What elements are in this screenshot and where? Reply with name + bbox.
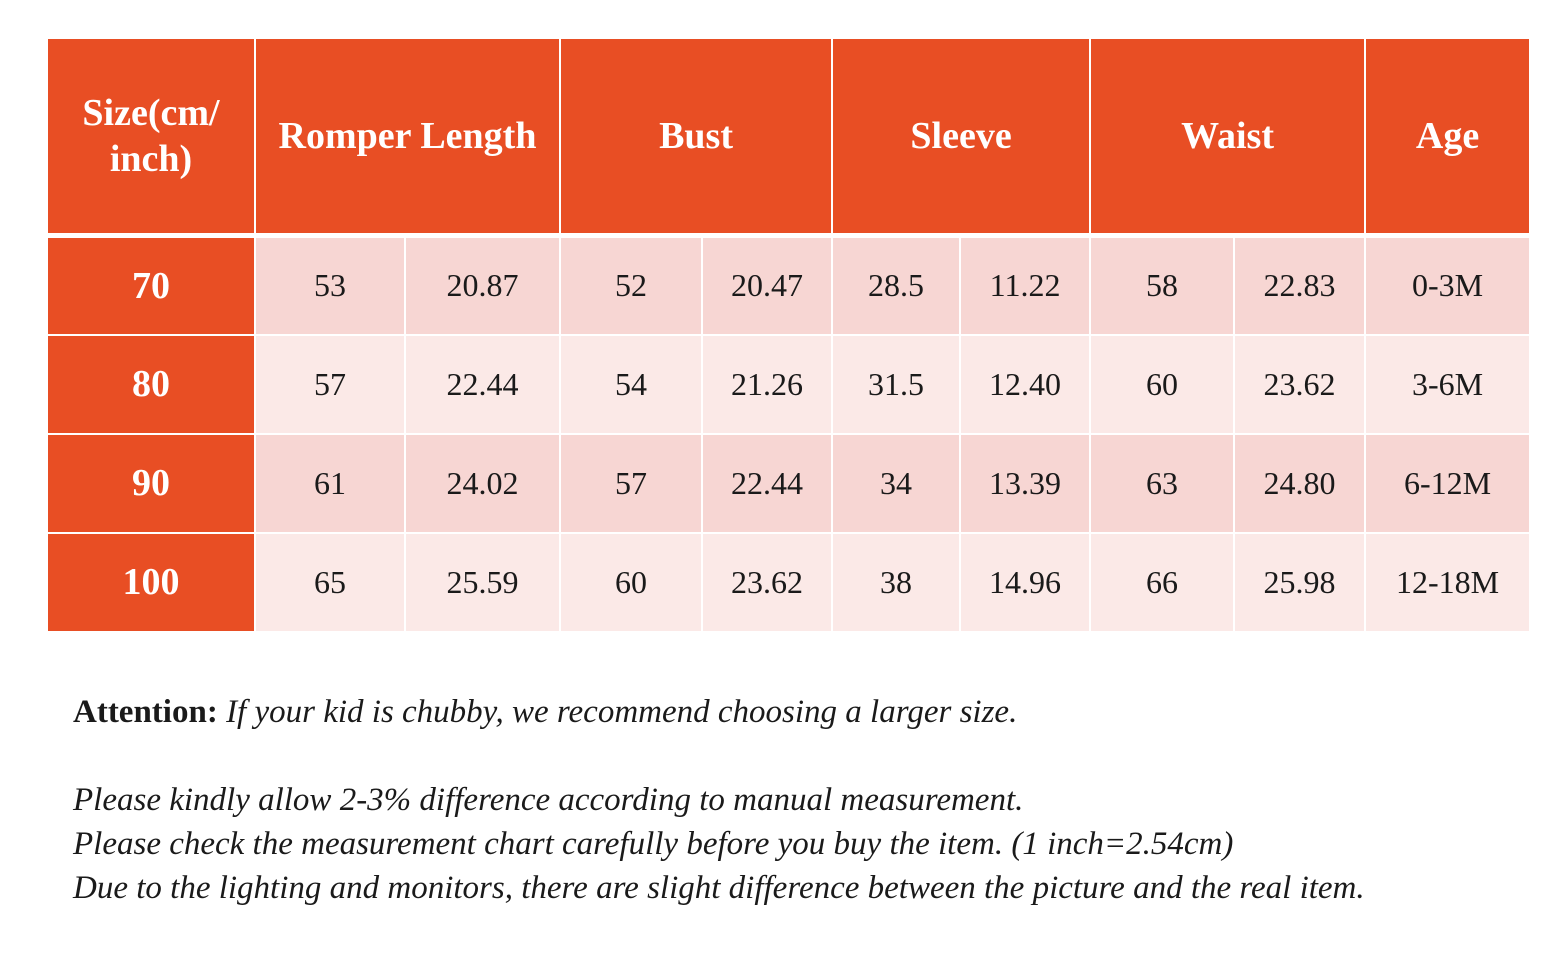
table-row xyxy=(47,335,1530,434)
romper-cm-cell: 61 xyxy=(255,434,405,533)
sleeve-inch-cell: 14.96 xyxy=(960,533,1090,632)
age-cell: 0-3M xyxy=(1365,236,1530,335)
note-line: Due to the lighting and monitors, there are slight difference between the picture and the real item. xyxy=(73,870,1365,906)
table-header xyxy=(47,38,1530,236)
header-sleeve: Sleeve xyxy=(832,38,1090,236)
waist-cm-cell: 58 xyxy=(1090,236,1234,335)
romper-cm-cell: 57 xyxy=(255,335,405,434)
age-cell: 3-6M xyxy=(1365,335,1530,434)
waist-inch-cell: 25.98 xyxy=(1234,533,1365,632)
age-cell: 12-18M xyxy=(1365,533,1530,632)
waist-cm-cell: 60 xyxy=(1090,335,1234,434)
romper-cm-cell: 65 xyxy=(255,533,405,632)
bust-inch-cell: 20.47 xyxy=(702,236,832,335)
waist-cm-cell: 66 xyxy=(1090,533,1234,632)
bust-cm-cell: 57 xyxy=(560,434,702,533)
sleeve-inch-cell: 11.22 xyxy=(960,236,1090,335)
header-bust: Bust xyxy=(560,38,832,236)
table-row xyxy=(47,236,1530,335)
header-size: Size(cm/ inch) xyxy=(47,38,255,236)
bust-inch-cell: 22.44 xyxy=(702,434,832,533)
sleeve-inch-cell: 13.39 xyxy=(960,434,1090,533)
attention-note xyxy=(73,690,1513,734)
sleeve-inch-cell: 12.40 xyxy=(960,335,1090,434)
header-waist: Waist xyxy=(1090,38,1365,236)
romper-inch-cell: 24.02 xyxy=(405,434,560,533)
table-row xyxy=(47,434,1530,533)
romper-inch-cell: 25.59 xyxy=(405,533,560,632)
bust-inch-cell: 23.62 xyxy=(702,533,832,632)
table-body xyxy=(47,236,1530,632)
bust-inch-cell: 21.26 xyxy=(702,335,832,434)
sleeve-cm-cell: 34 xyxy=(832,434,960,533)
waist-cm-cell: 63 xyxy=(1090,434,1234,533)
age-cell: 6-12M xyxy=(1365,434,1530,533)
sleeve-cm-cell: 28.5 xyxy=(832,236,960,335)
romper-cm-cell: 53 xyxy=(255,236,405,335)
waist-inch-cell: 24.80 xyxy=(1234,434,1365,533)
bust-cm-cell: 54 xyxy=(560,335,702,434)
size-cell: 80 xyxy=(47,335,255,434)
waist-inch-cell: 23.62 xyxy=(1234,335,1365,434)
sleeve-cm-cell: 38 xyxy=(832,533,960,632)
notes-spacer xyxy=(73,734,1513,778)
waist-inch-cell: 22.83 xyxy=(1234,236,1365,335)
size-cell: 70 xyxy=(47,236,255,335)
notes-section xyxy=(73,690,1513,910)
bust-cm-cell: 60 xyxy=(560,533,702,632)
header-age: Age xyxy=(1365,38,1530,236)
size-cell: 90 xyxy=(47,434,255,533)
header-romper-length: Romper Length xyxy=(255,38,560,236)
romper-inch-cell: 22.44 xyxy=(405,335,560,434)
header-row xyxy=(47,38,1530,236)
table-row xyxy=(47,533,1530,632)
sleeve-cm-cell: 31.5 xyxy=(832,335,960,434)
bust-cm-cell: 52 xyxy=(560,236,702,335)
note-line: Please kindly allow 2-3% difference according to manual measurement. xyxy=(73,782,1024,818)
attention-text: If your kid is chubby, we recommend choosing a larger size. xyxy=(217,694,1018,730)
size-chart-table xyxy=(46,37,1531,633)
romper-inch-cell: 20.87 xyxy=(405,236,560,335)
note-line: Please check the measurement chart carefully before you buy the item. (1 inch=2.54cm) xyxy=(73,826,1234,862)
size-cell: 100 xyxy=(47,533,255,632)
attention-label: Attention: xyxy=(73,694,218,730)
